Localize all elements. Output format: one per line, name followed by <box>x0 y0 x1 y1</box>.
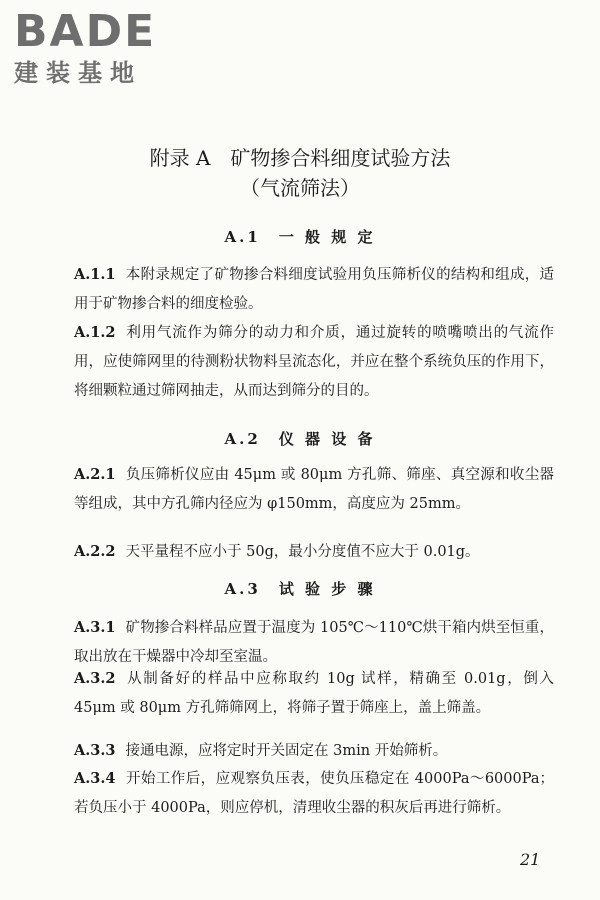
logo-wordmark: BADE <box>14 6 157 57</box>
section-heading-a2: A.2 仪 器 设 备 <box>224 430 376 448</box>
clause-a-3-4 <box>74 764 554 823</box>
clause-text: 开始工作后，应观察负压表，使负压稳定在 4000Pa～6000Pa；若负压小于 4000Pa，则应停机，清理收尘器的积灰后再进行筛析。 <box>74 771 554 816</box>
clause-text: 本附录规定了矿物掺合料细度试验用负压筛析仪的结构和组成，适用于矿物掺合料的细度检验。 <box>74 267 554 312</box>
logo <box>14 8 184 88</box>
clause-text: 负压筛析仪应由 45μm 或 80μm 方孔筛、筛座、真空源和收尘器等组成，其中方孔筛内径应为 φ150mm，高度应为 25mm。 <box>74 467 554 512</box>
clause-a-2-2 <box>74 537 554 567</box>
clause-a-2-1 <box>74 460 554 519</box>
clause-number: A.3.4 <box>74 770 116 787</box>
clause-number: A.1.2 <box>74 324 116 341</box>
clause-text: 矿物掺合料样品应置于温度为 105℃～110℃烘干箱内烘至恒重，取出放在干燥器中冷却至室温。 <box>74 620 554 665</box>
clause-text: 天平量程不应小于 50g，最小分度值不应大于 0.01g。 <box>125 544 480 560</box>
page-title: 附录 A 矿物掺合料细度试验方法 <box>149 146 451 170</box>
section-heading-a1: A.1 一 般 规 定 <box>224 228 376 246</box>
clause-a-3-2 <box>74 664 554 723</box>
clause-number: A.1.1 <box>74 266 116 283</box>
section-heading-a3: A.3 试 验 步 骤 <box>224 580 376 598</box>
clause-number: A.2.1 <box>74 466 116 483</box>
clause-number: A.2.2 <box>74 543 116 560</box>
clause-text: 从制备好的样品中应称取约 10g 试样，精确至 0.01g，倒入 45μm 或 80μm 方孔筛筛网上，将筛子置于筛座上，盖上筛盖。 <box>74 671 554 716</box>
clause-a-1-2 <box>74 318 554 406</box>
clause-a-1-1 <box>74 260 554 319</box>
clause-text: 接通电源，应将定时开关固定在 3min 开始筛析。 <box>125 743 448 759</box>
logo-subtitle: 建装基地 <box>14 59 142 87</box>
page-number: 21 <box>520 850 541 869</box>
clause-number: A.3.1 <box>74 619 116 636</box>
clause-number: A.3.2 <box>74 670 116 687</box>
clause-number: A.3.3 <box>74 742 116 759</box>
clause-a-3-3 <box>74 736 554 766</box>
clause-text: 利用气流作为筛分的动力和介质，通过旋转的喷嘴喷出的气流作用，应使筛网里的待测粉状物料呈流态化，并应在整个系统负压的作用下，将细颗粒通过筛网抽走，从而达到筛分的目的。 <box>74 325 554 399</box>
page-subtitle: （气流筛法） <box>240 176 360 200</box>
